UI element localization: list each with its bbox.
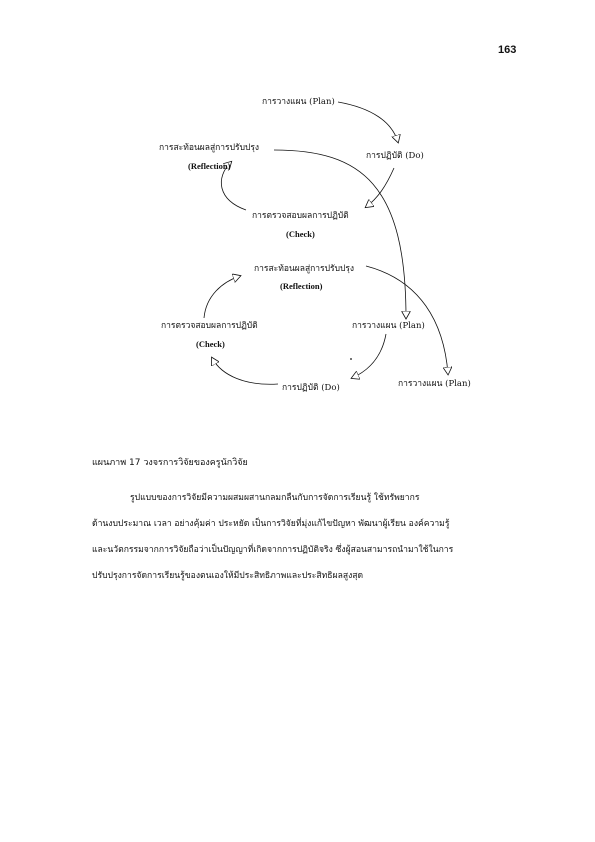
page-number: 163 <box>498 44 517 56</box>
cycle1-do-label: การปฏิบัติ (Do) <box>366 151 424 161</box>
paragraph-line-1: รูปแบบของการวิจัยมีความผสมผสานกลมกลืนกับการจัดการเรียนรู้ ใช้ทรัพยากร <box>130 493 420 503</box>
cycle2-do-label: การปฏิบัติ (Do) <box>282 383 340 393</box>
next-plan-label: การวางแผน (Plan) <box>398 379 471 389</box>
cycle1-reflection-en: (Reflection) <box>188 161 231 171</box>
arc2-plan-to-do <box>352 334 386 378</box>
paragraph-line-4: ปรับปรุงการจัดการเรียนรู้ของตนเองให้มีประสิทธิภาพและประสิทธิผลสูงสุด <box>92 571 364 581</box>
arc2-reflection-to-plan <box>366 266 448 374</box>
cycle1-check-en: (Check) <box>286 229 315 239</box>
cycle2-check-label: การตรวจสอบผลการปฏิบัติ <box>161 321 258 331</box>
arc-plan-to-do <box>338 102 398 142</box>
cycle2-plan-label: การวางแผน (Plan) <box>352 321 425 331</box>
paragraph-line-2: ด้านงบประมาณ เวลา อย่างคุ้มค่า ประหยัด เป็นการวิจัยที่มุ่งแก้ไขปัญหา พัฒนาผู้เรียน องค์ความรู้ <box>92 519 450 529</box>
paragraph-line-3: และนวัตกรรมจากการวิจัยถือว่าเป็นปัญญาที่เกิดจากการปฏิบัติจริง ซึ่งผู้สอนสามารถนำมาใช้ในการ <box>92 545 454 555</box>
arc2-check-to-reflection <box>204 276 240 318</box>
cycle1-check-label: การตรวจสอบผลการปฏิบัติ <box>252 211 349 221</box>
stray-mark <box>350 358 352 360</box>
figure-caption: แผนภาพ 17 วงจรการวิจัยของครูนักวิจัย <box>92 458 248 468</box>
cycle2-reflection-en: (Reflection) <box>280 281 323 291</box>
cycle2-check-en: (Check) <box>196 339 225 349</box>
arc-do-to-check <box>366 168 394 207</box>
cycle1-plan-label: การวางแผน (Plan) <box>262 97 335 107</box>
arc2-do-to-check <box>212 358 278 384</box>
cycle1-reflection-label: การสะท้อนผลสู่การปรับปรุง <box>159 143 260 153</box>
cycle2-reflection-label: การสะท้อนผลสู่การปรับปรุง <box>254 264 355 274</box>
